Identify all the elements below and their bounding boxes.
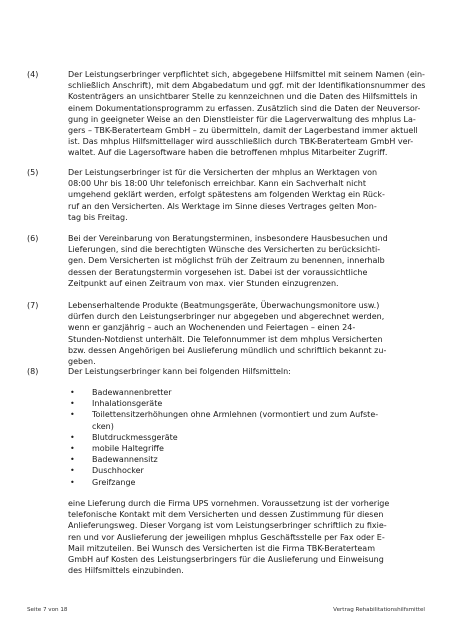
list-item-text: cken) (92, 421, 114, 431)
text-line: umgehend geklärt werden, erfolgt spätestens am folgenden Werktag ein Rück- (68, 190, 385, 200)
text-line: Stunden-Notdienst unterhält. Die Telefonnummer ist dem mhplus Versicherten (68, 334, 383, 344)
text-line: ist. Das mhplus Hilfsmittellager wird ausschließlich durch TBK-Beraterteam GmbH ver- (68, 137, 414, 147)
text-line: gers – TBK-Beraterteam GmbH – zu übermitteln, damit der Lagerbestand immer aktuell (68, 126, 418, 136)
aid-list (68, 387, 408, 488)
bullet-icon: • (70, 432, 75, 442)
text-line: Zeitpunkt auf einen Zeitraum von max. vier Stunden einzugrenzen. (68, 278, 339, 288)
text-line: Mail mitzuteilen. Bei Wunsch des Versicherten ist die Firma TBK-Beraterteam (68, 543, 375, 553)
footer-page-number: Seite 7 von 18 (27, 607, 68, 613)
text-line: 08:00 Uhr bis 18:00 Uhr telefonisch erreichbar. Kann ein Sachverhalt nicht (68, 179, 367, 189)
paragraph-text (68, 167, 427, 223)
bullet-icon: • (70, 444, 75, 454)
bullet-icon: • (70, 410, 75, 420)
paragraph-text (68, 300, 427, 367)
bullet-icon: • (70, 388, 75, 397)
text-line: eine Lieferung durch die Firma UPS vornehmen. Voraussetzung ist der vorherige (68, 499, 390, 508)
list-item (68, 432, 408, 443)
bullet-icon: • (70, 399, 75, 409)
bullet-icon: • (70, 455, 75, 465)
text-line: gen. Dem Versicherten ist möglichst früh der Zeitraum zu benennen, innerhalb (68, 256, 385, 266)
paragraph-number: (6) (27, 234, 39, 243)
text-line: gung in geeigneter Weise an den Dienstleister für die Lagerverwaltung des mhplus La- (68, 114, 416, 124)
text-line: des Hilfsmittels einzubinden. (68, 566, 184, 576)
list-item (68, 454, 408, 465)
text-line: dessen der Beratungstermin vorgesehen ist. Dabei ist der voraussichtliche (68, 267, 368, 277)
text-line: waltet. Auf die Lagersoftware haben die betroffenen mhplus Mitarbeiter Zugriff. (68, 148, 388, 158)
paragraph-4 (27, 69, 427, 159)
paragraph-8 (27, 366, 427, 377)
text-line: Bei der Vereinbarung von Beratungsterminen, insbesondere Hausbesuchen und (68, 234, 388, 243)
text-line: bzw. dessen Angehörigen bei Auslieferung mündlich und schriftlich bekannt zu- (68, 345, 387, 355)
paragraph-text (68, 233, 427, 289)
bullet-icon: • (70, 477, 75, 487)
text-line: geben. (68, 357, 96, 367)
list-item-text: Blutdruckmessgeräte (92, 432, 178, 442)
text-line: einem Dokumentationsprogramm zu erfassen. Zusätzlich sind die Daten der Neuversor- (68, 103, 421, 113)
paragraph-text (68, 498, 427, 576)
list-item-text: Badewannenbretter (92, 388, 172, 397)
text-line: Der Leistungserbringer verpflichtet sich, abgegebene Hilfsmittel mit seinem Namen (ein- (68, 70, 425, 79)
text-line: Lebenserhaltende Produkte (Beatmungsgeräte, Überwachungsmonitore usw.) (68, 301, 380, 310)
paragraph-6 (27, 233, 427, 289)
text-line: tag bis Freitag. (68, 212, 128, 222)
text-line: Der Leistungserbringer kann bei folgenden Hilfsmitteln: (68, 367, 291, 376)
text-line: schließlich Anschrift), mit dem Abgabedatum und ggf. mit der Identifikationsnummer des (68, 81, 426, 91)
paragraph-text (68, 366, 427, 377)
text-line: ruf an den Versicherten. Als Werktage im Sinne dieses Vertrages gelten Mon- (68, 201, 377, 211)
footer-document-title: Vertrag Rehabilitationshilfsmittel (333, 607, 425, 613)
text-line: GmbH auf Kosten des Leistungserbringers für die Auslieferung und Einweisung (68, 555, 384, 565)
list-item (68, 387, 408, 398)
list-item-text: Badewannensitz (92, 455, 158, 465)
list-item (68, 477, 408, 488)
paragraph-number: (5) (27, 168, 39, 177)
text-line: ren und vor Auslieferung der jeweiligen mhplus Geschäftsstelle per Fax oder E- (68, 532, 385, 542)
list-item (68, 443, 408, 454)
list-item-text: Inhalationsgeräte (92, 399, 163, 409)
text-line: Kostenträgers an unsichtbarer Stelle zu kennzeichnen und die Daten des Hilfsmittels in (68, 92, 418, 102)
list-item-text: Duschhocker (92, 466, 144, 476)
text-line: wenn er ganzjährig – auch an Wochenenden und Feiertagen – einen 24- (68, 323, 356, 333)
list-item-text: Greifzange (92, 477, 136, 487)
paragraph-5 (27, 167, 427, 223)
list-item-text: mobile Haltegriffe (92, 444, 164, 454)
paragraph-number: (7) (27, 301, 39, 310)
list-item (68, 409, 408, 431)
paragraph-text (68, 69, 427, 159)
paragraph-7 (27, 300, 427, 367)
bullet-icon: • (70, 466, 75, 476)
text-line: Der Leistungserbringer ist für die Versicherten der mhplus an Werktagen von (68, 168, 378, 177)
list-item (68, 465, 408, 476)
list-item (68, 398, 408, 409)
paragraph-number: (8) (27, 367, 39, 376)
paragraph-number: (4) (27, 70, 39, 79)
text-line: Lieferungen, sind die berechtigten Wünsche des Versicherten zu berücksichti- (68, 245, 381, 255)
text-line: Anlieferungsweg. Dieser Vorgang ist vom Leistungserbringer schriftlich zu fixie- (68, 521, 387, 531)
text-line: dürfen durch den Leistungserbringer nur abgegeben und abgerechnet werden, (68, 312, 385, 322)
text-line: telefonische Kontakt mit dem Versicherten und dessen Zustimmung für diesen (68, 510, 384, 520)
closing-paragraph (27, 498, 427, 576)
list-item-text: Toilettensitzerhöhungen ohne Armlehnen (vormontiert und zum Aufste- (92, 410, 379, 420)
